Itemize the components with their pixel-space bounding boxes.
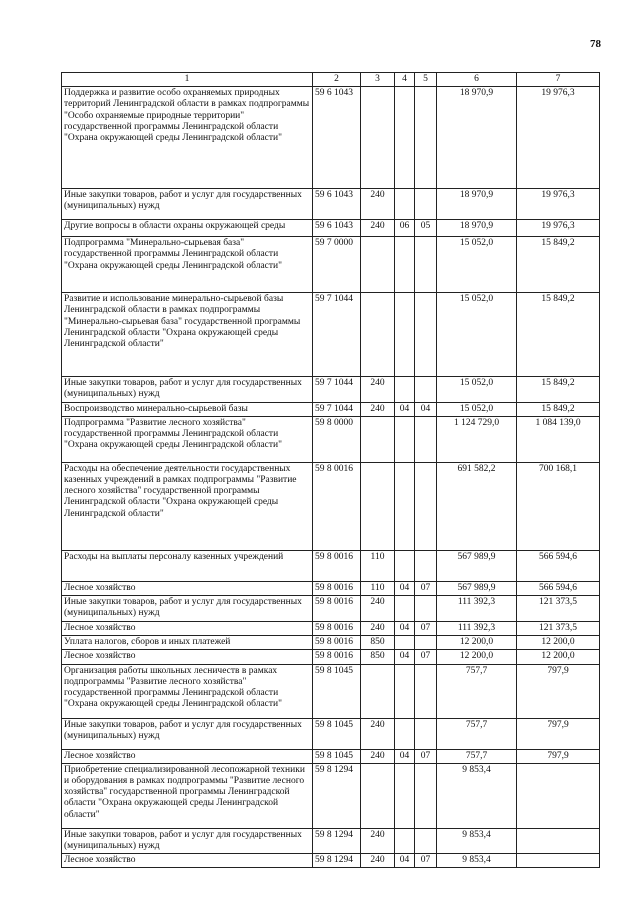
row-sum-2014-cell: 18 970,9	[437, 87, 517, 189]
row-sum-2014-cell: 1 124 729,0	[437, 416, 517, 462]
row-sum-2014-cell: 15 052,0	[437, 377, 517, 402]
header-cell: 1	[62, 73, 313, 87]
row-subsection-cell: 04	[415, 402, 437, 416]
row-subsection-cell: 07	[415, 581, 437, 595]
table-row	[62, 87, 600, 189]
row-section-cell: 04	[395, 581, 415, 595]
row-code-cell: 59 6 1043	[313, 220, 361, 237]
page-number: 78	[590, 38, 601, 50]
table-row	[62, 664, 600, 718]
row-sum-2015-cell: 19 976,3	[517, 220, 600, 237]
header-cell: 2	[313, 73, 361, 87]
row-sum-2015-cell	[517, 763, 600, 828]
row-code-cell: 59 8 0016	[313, 581, 361, 595]
row-code-cell: 59 8 1045	[313, 664, 361, 718]
row-sum-2014-cell: 15 052,0	[437, 402, 517, 416]
row-subsection-cell	[415, 828, 437, 853]
row-sum-2014-cell: 691 582,2	[437, 462, 517, 550]
row-sum-2015-cell: 566 594,6	[517, 581, 600, 595]
row-expense-type-cell	[361, 763, 395, 828]
row-sum-2014-cell: 757,7	[437, 718, 517, 749]
row-subsection-cell	[415, 763, 437, 828]
row-subsection-cell	[415, 718, 437, 749]
header-row	[62, 73, 600, 87]
row-subsection-cell	[415, 462, 437, 550]
row-section-cell	[395, 763, 415, 828]
header-cell: 5	[415, 73, 437, 87]
row-subsection-cell	[415, 550, 437, 581]
row-name-cell: Иные закупки товаров, работ и услуг для государственных (муниципальных) нужд	[62, 718, 313, 749]
table-row	[62, 189, 600, 220]
row-sum-2014-cell: 9 853,4	[437, 854, 517, 868]
row-sum-2015-cell: 797,9	[517, 718, 600, 749]
header-cell: 7	[517, 73, 600, 87]
table-row	[62, 828, 600, 853]
table-row	[62, 622, 600, 636]
row-expense-type-cell: 850	[361, 636, 395, 650]
row-section-cell	[395, 189, 415, 220]
table-row	[62, 636, 600, 650]
row-section-cell: 04	[395, 749, 415, 763]
row-name-cell: Подпрограмма "Развитие лесного хозяйства" государственной программы Ленинградской области "Охрана окружающей среды Ленинградской области"	[62, 416, 313, 462]
row-expense-type-cell	[361, 416, 395, 462]
row-sum-2015-cell: 797,9	[517, 749, 600, 763]
row-expense-type-cell: 240	[361, 402, 395, 416]
row-sum-2014-cell: 111 392,3	[437, 596, 517, 622]
row-code-cell: 59 8 1294	[313, 828, 361, 853]
header-cell: 4	[395, 73, 415, 87]
row-sum-2014-cell: 12 200,0	[437, 636, 517, 650]
row-code-cell: 59 8 0016	[313, 650, 361, 664]
row-section-cell	[395, 718, 415, 749]
row-sum-2015-cell: 15 849,2	[517, 402, 600, 416]
row-section-cell	[395, 462, 415, 550]
row-expense-type-cell: 240	[361, 189, 395, 220]
row-subsection-cell	[415, 237, 437, 293]
row-code-cell: 59 8 0016	[313, 462, 361, 550]
table-row	[62, 718, 600, 749]
row-expense-type-cell	[361, 293, 395, 377]
row-code-cell: 59 8 0016	[313, 596, 361, 622]
row-name-cell: Воспроизводство минерально-сырьевой базы	[62, 402, 313, 416]
row-subsection-cell	[415, 189, 437, 220]
row-expense-type-cell	[361, 87, 395, 189]
row-code-cell: 59 6 1043	[313, 189, 361, 220]
row-name-cell: Подпрограмма "Минерально-сырьевая база" государственной программы Ленинградской области "Охрана окружающей среды Ленинградской области"	[62, 237, 313, 293]
row-name-cell: Лесное хозяйство	[62, 749, 313, 763]
row-expense-type-cell: 240	[361, 220, 395, 237]
row-expense-type-cell: 240	[361, 749, 395, 763]
table-row	[62, 550, 600, 581]
row-expense-type-cell: 240	[361, 622, 395, 636]
table-row	[62, 763, 600, 828]
row-name-cell: Иные закупки товаров, работ и услуг для государственных (муниципальных) нужд	[62, 189, 313, 220]
row-name-cell: Организация работы школьных лесничеств в рамках подпрограммы "Развитие лесного хозяйства" государственной программы Ленинградской области "Охрана окружающей среды Ленинградской области"	[62, 664, 313, 718]
table-row	[62, 293, 600, 377]
row-code-cell: 59 7 1044	[313, 293, 361, 377]
table-row	[62, 749, 600, 763]
row-code-cell: 59 6 1043	[313, 87, 361, 189]
row-section-cell: 04	[395, 854, 415, 868]
table-row	[62, 416, 600, 462]
row-section-cell: 06	[395, 220, 415, 237]
row-code-cell: 59 7 0000	[313, 237, 361, 293]
row-name-cell: Развитие и использование минерально-сырьевой базы Ленинградской области в рамках подпрограммы "Минерально-сырьевая база" государственной программы Ленинградской области "Охрана окружающей среды Ленинградской области"	[62, 293, 313, 377]
row-section-cell	[395, 237, 415, 293]
row-expense-type-cell: 240	[361, 377, 395, 402]
row-section-cell: 04	[395, 402, 415, 416]
row-sum-2015-cell	[517, 828, 600, 853]
row-name-cell: Лесное хозяйство	[62, 650, 313, 664]
row-sum-2014-cell: 111 392,3	[437, 622, 517, 636]
row-code-cell: 59 8 0016	[313, 550, 361, 581]
row-sum-2014-cell: 757,7	[437, 749, 517, 763]
row-section-cell: 04	[395, 650, 415, 664]
row-section-cell: 04	[395, 622, 415, 636]
row-sum-2014-cell: 9 853,4	[437, 828, 517, 853]
table-row	[62, 377, 600, 402]
table-row	[62, 650, 600, 664]
row-subsection-cell: 07	[415, 650, 437, 664]
table-row	[62, 237, 600, 293]
row-name-cell: Лесное хозяйство	[62, 622, 313, 636]
row-subsection-cell	[415, 664, 437, 718]
row-name-cell: Расходы на обеспечение деятельности государственных казенных учреждений в рамках подпрограммы "Развитие лесного хозяйства" государственной программы Ленинградской области "Охрана окружающей среды Ленинградской области"	[62, 462, 313, 550]
table-body	[62, 87, 600, 868]
row-expense-type-cell: 110	[361, 581, 395, 595]
row-expense-type-cell: 110	[361, 550, 395, 581]
row-sum-2015-cell: 797,9	[517, 664, 600, 718]
row-sum-2015-cell: 12 200,0	[517, 636, 600, 650]
row-subsection-cell: 07	[415, 622, 437, 636]
row-sum-2015-cell: 121 373,5	[517, 596, 600, 622]
row-sum-2014-cell: 18 970,9	[437, 189, 517, 220]
row-sum-2014-cell: 567 989,9	[437, 550, 517, 581]
row-sum-2015-cell: 1 084 139,0	[517, 416, 600, 462]
row-sum-2015-cell: 566 594,6	[517, 550, 600, 581]
row-code-cell: 59 8 0000	[313, 416, 361, 462]
row-sum-2015-cell: 15 849,2	[517, 377, 600, 402]
row-subsection-cell	[415, 596, 437, 622]
table-row	[62, 220, 600, 237]
row-sum-2015-cell: 19 976,3	[517, 87, 600, 189]
row-code-cell: 59 8 1294	[313, 854, 361, 868]
row-expense-type-cell	[361, 237, 395, 293]
row-name-cell: Иные закупки товаров, работ и услуг для государственных (муниципальных) нужд	[62, 377, 313, 402]
row-sum-2015-cell: 15 849,2	[517, 237, 600, 293]
row-section-cell	[395, 828, 415, 853]
row-name-cell: Лесное хозяйство	[62, 854, 313, 868]
table-row	[62, 402, 600, 416]
row-sum-2014-cell: 757,7	[437, 664, 517, 718]
row-sum-2014-cell: 15 052,0	[437, 293, 517, 377]
row-section-cell	[395, 87, 415, 189]
row-name-cell: Иные закупки товаров, работ и услуг для государственных (муниципальных) нужд	[62, 596, 313, 622]
row-code-cell: 59 8 1045	[313, 749, 361, 763]
row-subsection-cell	[415, 293, 437, 377]
row-subsection-cell	[415, 87, 437, 189]
row-code-cell: 59 8 0016	[313, 622, 361, 636]
row-sum-2015-cell: 19 976,3	[517, 189, 600, 220]
table-row	[62, 596, 600, 622]
row-sum-2014-cell: 12 200,0	[437, 650, 517, 664]
row-subsection-cell	[415, 377, 437, 402]
row-expense-type-cell	[361, 664, 395, 718]
row-name-cell: Приобретение специализированной лесопожарной техники и оборудования в рамках подпрограммы "Развитие лесного хозяйства" государственной программы Ленинградской области "Охрана окружающей среды Ленинградской области"	[62, 763, 313, 828]
row-code-cell: 59 8 0016	[313, 636, 361, 650]
header-cell: 6	[437, 73, 517, 87]
row-expense-type-cell	[361, 462, 395, 550]
row-sum-2015-cell: 15 849,2	[517, 293, 600, 377]
row-section-cell	[395, 596, 415, 622]
row-sum-2015-cell: 12 200,0	[517, 650, 600, 664]
row-name-cell: Расходы на выплаты персоналу казенных учреждений	[62, 550, 313, 581]
row-subsection-cell	[415, 416, 437, 462]
table-row	[62, 462, 600, 550]
row-section-cell	[395, 377, 415, 402]
row-subsection-cell: 05	[415, 220, 437, 237]
row-name-cell: Поддержка и развитие особо охраняемых природных территорий Ленинградской области в рамках подпрограммы "Особо охраняемые природные территории" государственной программы Ленинградской области "Охрана окружающей среды Ленинградской области"	[62, 87, 313, 189]
row-subsection-cell	[415, 636, 437, 650]
row-name-cell: Уплата налогов, сборов и иных платежей	[62, 636, 313, 650]
row-sum-2014-cell: 15 052,0	[437, 237, 517, 293]
budget-table	[61, 72, 600, 868]
row-code-cell: 59 8 1294	[313, 763, 361, 828]
header-cell: 3	[361, 73, 395, 87]
row-expense-type-cell: 240	[361, 596, 395, 622]
row-subsection-cell: 07	[415, 749, 437, 763]
row-sum-2015-cell	[517, 854, 600, 868]
row-expense-type-cell: 240	[361, 718, 395, 749]
row-name-cell: Лесное хозяйство	[62, 581, 313, 595]
row-section-cell	[395, 550, 415, 581]
row-name-cell: Другие вопросы в области охраны окружающей среды	[62, 220, 313, 237]
row-sum-2014-cell: 567 989,9	[437, 581, 517, 595]
table-row	[62, 581, 600, 595]
row-code-cell: 59 8 1045	[313, 718, 361, 749]
row-section-cell	[395, 636, 415, 650]
row-sum-2015-cell: 121 373,5	[517, 622, 600, 636]
row-sum-2014-cell: 18 970,9	[437, 220, 517, 237]
row-section-cell	[395, 293, 415, 377]
row-section-cell	[395, 416, 415, 462]
row-code-cell: 59 7 1044	[313, 402, 361, 416]
row-sum-2014-cell: 9 853,4	[437, 763, 517, 828]
table-row	[62, 854, 600, 868]
row-expense-type-cell: 240	[361, 828, 395, 853]
row-expense-type-cell: 850	[361, 650, 395, 664]
row-code-cell: 59 7 1044	[313, 377, 361, 402]
row-expense-type-cell: 240	[361, 854, 395, 868]
row-subsection-cell: 07	[415, 854, 437, 868]
row-section-cell	[395, 664, 415, 718]
row-sum-2015-cell: 700 168,1	[517, 462, 600, 550]
row-name-cell: Иные закупки товаров, работ и услуг для государственных (муниципальных) нужд	[62, 828, 313, 853]
